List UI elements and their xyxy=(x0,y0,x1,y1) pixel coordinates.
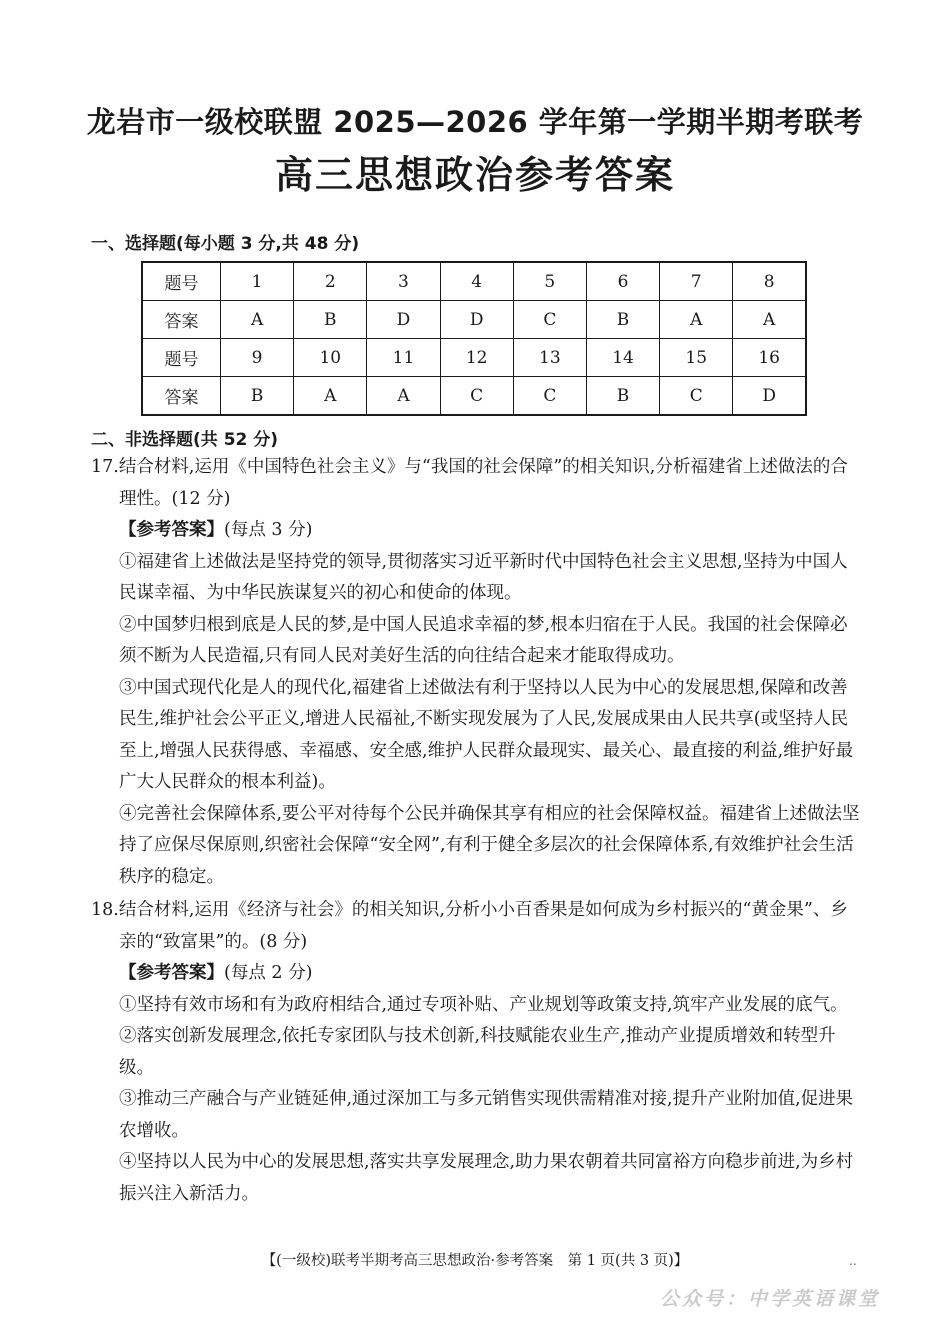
scoring-note: (每点 2 分) xyxy=(224,963,313,983)
answer-point: ①坚持有效市场和有为政府相结合,通过专项补贴、产业规划等政策支持,筑牢产业发展的底气。 xyxy=(119,994,848,1015)
question-18-block xyxy=(91,895,863,1210)
table-cell: B xyxy=(586,377,659,416)
table-cell: B xyxy=(221,377,294,416)
reference-answer-label: 【参考答案】 xyxy=(119,520,224,540)
table-cell: B xyxy=(294,301,367,339)
answer-table xyxy=(141,261,807,416)
table-cell: A xyxy=(367,377,440,416)
table-row xyxy=(142,262,806,301)
table-cell: 9 xyxy=(221,339,294,377)
reference-answer-line xyxy=(91,515,863,547)
table-row xyxy=(142,339,806,377)
answer-point: ②落实创新发展理念,依托专家团队与技术创新,科技赋能农业生产,推动产业提质增效和转型升级。 xyxy=(119,1026,836,1078)
table-cell: D xyxy=(440,301,513,339)
table-cell: C xyxy=(513,377,586,416)
table-cell: 7 xyxy=(660,262,733,301)
table-cell: C xyxy=(660,377,733,416)
table-cell: 1 xyxy=(221,262,294,301)
table-cell: 11 xyxy=(367,339,440,377)
answer-point: ④完善社会保障体系,要公平对待每个公民并确保其享有相应的社会保障权益。福建省上述做法坚持了应保尽保原则,织密社会保障“安全网”,有利于健全多层次的社会保障体系,有效维护社会生活秩序的稳定。 xyxy=(119,803,860,887)
table-cell: A xyxy=(733,301,806,339)
table-cell: 8 xyxy=(733,262,806,301)
table-cell: D xyxy=(733,377,806,416)
section2-heading: 二、非选择题(共 52 分) xyxy=(91,430,279,450)
exam-title: 龙岩市一级校联盟 2025—2026 学年第一学期半期考联考 xyxy=(86,105,864,139)
row-label: 答案 xyxy=(142,301,221,339)
answer-point: ③中国式现代化是人的现代化,福建省上述做法有利于坚持以人民为中心的发展思想,保障和改善民生,维护社会公平正义,增进人民福祉,不断实现发展为了人民,发展成果由人民共享(或坚持人民至上,增强人民获得感、幸福感、安全感,维护人民群众最现实、最关心、最直接的利益,维护好最广大人民群众的根本利益)。 xyxy=(119,677,854,792)
table-row xyxy=(142,301,806,339)
answer-point: ①福建省上述做法是坚持党的领导,贯彻落实习近平新时代中国特色社会主义思想,坚持为中国人民谋幸福、为中华民族谋复兴的初心和使命的体现。 xyxy=(119,551,848,603)
table-cell: 2 xyxy=(294,262,367,301)
table-cell: C xyxy=(513,301,586,339)
table-cell: A xyxy=(294,377,367,416)
question-18: 18.结合材料,运用《经济与社会》的相关知识,分析小小百香果是如何成为乡村振兴的“黄金果”、乡亲的“致富果”的。(8 分) xyxy=(91,900,848,952)
document-title: 高三思想政治参考答案 xyxy=(274,153,675,197)
question-17-block xyxy=(91,452,863,893)
row-label: 题号 xyxy=(142,262,221,301)
row-label: 答案 xyxy=(142,377,221,416)
answer-point: ③推动三产融合与产业链延伸,通过深加工与多元销售实现供需精准对接,提升产业附加值,促进果农增收。 xyxy=(119,1089,854,1141)
table-cell: B xyxy=(586,301,659,339)
scoring-note: (每点 3 分) xyxy=(224,520,313,540)
table-cell: D xyxy=(367,301,440,339)
table-cell: C xyxy=(440,377,513,416)
table-cell: 12 xyxy=(440,339,513,377)
table-cell: 15 xyxy=(660,339,733,377)
watermark: 公众号：中学英语课堂 xyxy=(660,1288,881,1310)
row-label: 题号 xyxy=(142,339,221,377)
table-cell: 6 xyxy=(586,262,659,301)
table-cell: 14 xyxy=(586,339,659,377)
page-footer: 【(一级校)联考半期考高三思想政治·参考答案 第 1 页(共 3 页)】 xyxy=(261,1253,689,1269)
table-cell: 5 xyxy=(513,262,586,301)
table-cell: A xyxy=(660,301,733,339)
table-row xyxy=(142,377,806,416)
question-17: 17.结合材料,运用《中国特色社会主义》与“我国的社会保障”的相关知识,分析福建省上述做法的合理性。(12 分) xyxy=(91,457,848,509)
answer-point: ②中国梦归根到底是人民的梦,是中国人民追求幸福的梦,根本归宿在于人民。我国的社会保障必须不断为人民造福,只有同人民对美好生活的向往结合起来才能取得成功。 xyxy=(119,614,848,666)
corner-mark: .. xyxy=(849,1254,857,1268)
table-cell: 16 xyxy=(733,339,806,377)
answer-point: ④坚持以人民为中心的发展思想,落实共享发展理念,助力果农朝着共同富裕方向稳步前进,为乡村振兴注入新活力。 xyxy=(119,1152,854,1204)
table-cell: 10 xyxy=(294,339,367,377)
table-cell: 3 xyxy=(367,262,440,301)
section1-heading: 一、选择题(每小题 3 分,共 48 分) xyxy=(91,234,360,254)
table-cell: A xyxy=(221,301,294,339)
table-cell: 13 xyxy=(513,339,586,377)
reference-answer-label: 【参考答案】 xyxy=(119,963,224,983)
table-cell: 4 xyxy=(440,262,513,301)
reference-answer-line xyxy=(91,958,863,990)
